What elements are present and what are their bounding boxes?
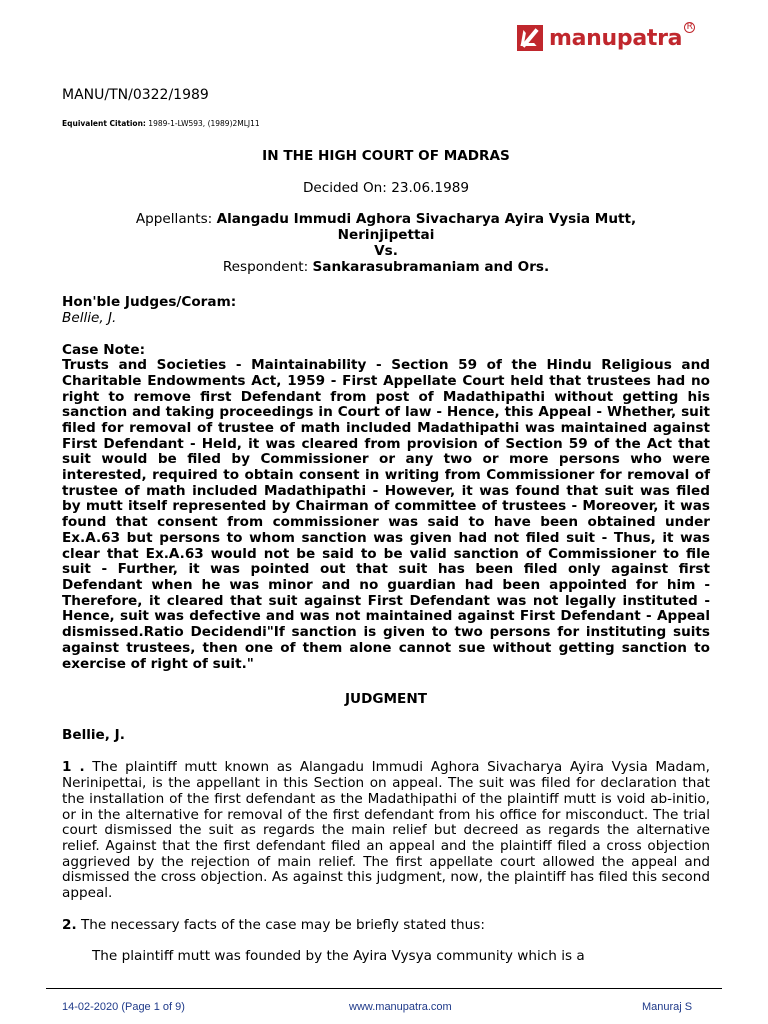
registered-mark-icon: R bbox=[684, 22, 695, 33]
paragraph-3: The plaintiff mutt was founded by the Ayira Vysya community which is a bbox=[92, 948, 585, 965]
manupatra-logo-icon bbox=[517, 25, 543, 51]
paragraph-1-text: The plaintiff mutt known as Alangadu Immudi Aghora Sivacharya Ayira Vysia Madam, Nerinipettai, is the appellant in this Section on appeal. The suit was filed for declaration that the installation of the first defendant as the Madathipathi of the plaintiff mutt is void ab-initio, or in the alternative for removal of the first defendant from his office for misconduct. The trial court dismissed the suit as regards the main relief but decreed as regards the alternative relief. Against that the first defendant filed an appeal and the plaintiff filed a cross objection aggrieved by the rejection of main relief. The first appellate court allowed the appeal and dismissed the cross objection. As against this judgment, now, the plaintiff has filed this second appeal. bbox=[62, 759, 710, 902]
case-note-heading: Case Note: bbox=[62, 341, 146, 358]
document-body bbox=[62, 88, 710, 981]
paragraph-2-text: The necessary facts of the case may be briefly stated thus: bbox=[76, 916, 485, 933]
paragraph-1 bbox=[62, 760, 710, 901]
appellants-line bbox=[62, 211, 710, 227]
manu-citation: MANU/TN/0322/1989 bbox=[62, 87, 209, 103]
paragraph-1-number: 1 . bbox=[62, 759, 85, 776]
respondent-label: Respondent: bbox=[222, 259, 313, 276]
footer-date-page: 14-02-2020 (Page 1 of 9) bbox=[62, 1001, 185, 1013]
versus: Vs. bbox=[374, 243, 398, 260]
appellants-name: Alangadu Immudi Aghora Sivacharya Ayira Vysia Mutt, bbox=[216, 211, 637, 228]
equivalent-citation-value: 1989-1-LW593, (1989)2MLJ11 bbox=[145, 118, 260, 128]
decided-date: Decided On: 23.06.1989 bbox=[302, 179, 470, 196]
parties-block bbox=[62, 211, 710, 275]
case-note-text: Trusts and Societies - Maintainability - Section 59 of the Hindu Religious and Charitable Endowments Act, 1959 - First Appellate Court held that trustees had no right to remove first Defendant from post of Madathipathi without getting his sanction and taking proceedings in Court of law - Hence, this Appeal - Whether, suit filed for removal of trustee of math included Madathipathi was maintained against First Defendant - Held, it was cleared from provision of Section 59 of the Act that suit would be filed by Commissioner or any two or more persons who were interested, required to obtain consent in writing from Commissioner for removal of trustee of math included Madathipathi - However, it was found that suit was filed by mutt itself represented by Chairman of committee of trustees - Moreover, it was found that consent from commissioner was said to have been obtained under Ex.A.63 but persons to whom sanction was given had not filed suit - Thus, it was clear that Ex.A.63 would not be said to be valid sanction of Commissioner to file suit - Further, it was pointed out that suit has been filed only against first Defendant when he was minor and no guardian had been appointed for him - Therefore, it cleared that suit against First Defendant was not legally instituted - Hence, suit was defective and was not maintained against First Defendant - Appeal dismissed.Ratio Decidendi"If sanction is given to two persons for instituting suits against trustees, then one of them alone cannot sue without getting sanction to exercise of right of suit." bbox=[62, 357, 710, 672]
judges-heading: Hon'ble Judges/Coram: bbox=[62, 294, 237, 311]
footer-divider bbox=[46, 988, 722, 989]
respondent-name: Sankarasubramaniam and Ors. bbox=[312, 259, 550, 276]
judges-names: Bellie, J. bbox=[62, 309, 117, 326]
equivalent-citation bbox=[62, 116, 710, 132]
manupatra-logo bbox=[517, 22, 695, 54]
paragraph-2 bbox=[62, 918, 710, 934]
respondent-line bbox=[62, 259, 710, 275]
footer-user: Manuraj S bbox=[642, 1001, 693, 1013]
appellants-label: Appellants: bbox=[135, 211, 217, 228]
brand-name: manupatra bbox=[549, 25, 683, 51]
judge-name: Bellie, J. bbox=[62, 726, 125, 743]
court-name: IN THE HIGH COURT OF MADRAS bbox=[262, 148, 510, 165]
paragraph-2-number: 2. bbox=[62, 916, 77, 933]
footer-site-link[interactable]: www.manupatra.com bbox=[349, 1001, 452, 1013]
equivalent-citation-label: Equivalent Citation: bbox=[62, 118, 146, 128]
judgment-heading: JUDGMENT bbox=[344, 691, 427, 708]
appellants-place: Nerinjipettai bbox=[337, 227, 435, 244]
